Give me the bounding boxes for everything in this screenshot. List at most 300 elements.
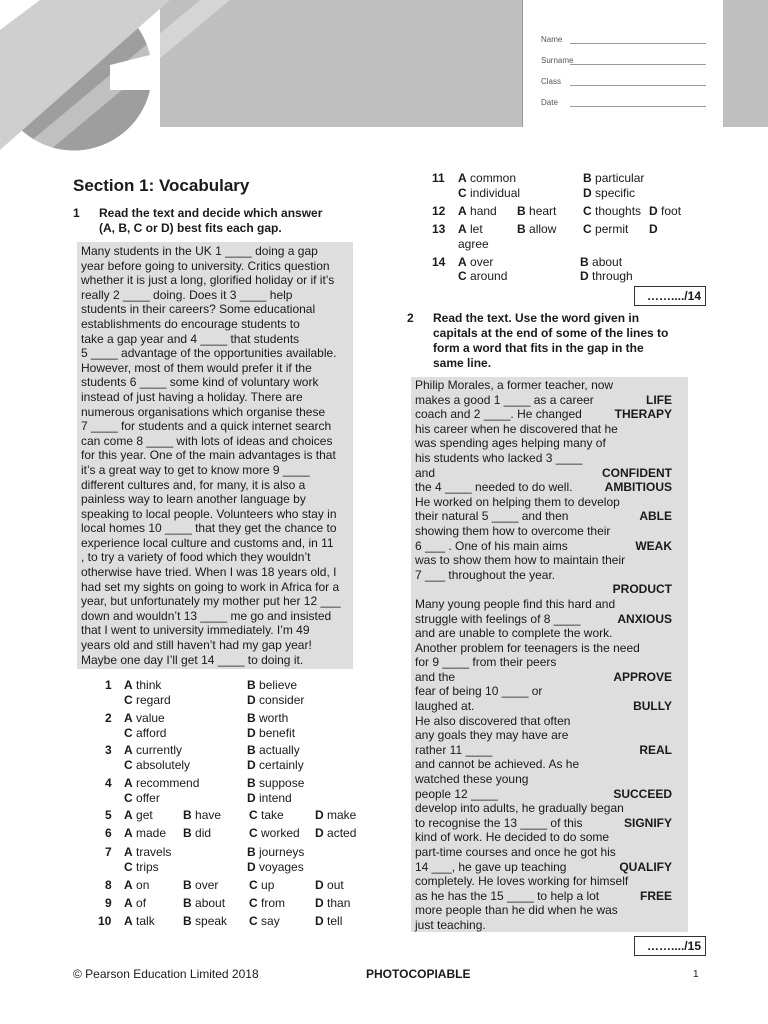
option-letter: D: [315, 914, 324, 928]
option-letter: B: [183, 878, 192, 892]
word-formation-line: [415, 436, 688, 451]
option-letter: B: [517, 204, 526, 218]
word-formation-line: [415, 684, 688, 699]
option-word: individual: [470, 186, 521, 200]
class-field[interactable]: [570, 85, 706, 86]
class-label: Class: [541, 77, 562, 86]
option-word: recommend: [136, 776, 200, 790]
option-word: make: [327, 808, 357, 822]
option-b[interactable]: [183, 914, 227, 928]
option-letter: D: [649, 222, 658, 236]
option-word: voyages: [259, 860, 304, 874]
option-a[interactable]: [124, 678, 161, 692]
task2-number: 2: [407, 311, 414, 325]
word-formation-line: [415, 860, 688, 875]
word-formation-keyword: QUALIFY: [619, 859, 672, 874]
word-formation-text: and cannot be achieved. As he: [415, 757, 580, 772]
option-d[interactable]: [583, 186, 635, 200]
option-a[interactable]: [124, 896, 146, 910]
option-c[interactable]: [124, 758, 190, 772]
task1-score-box[interactable]: ……..../14: [634, 286, 706, 306]
option-letter: C: [458, 186, 467, 200]
option-letter: C: [124, 758, 133, 772]
option-b[interactable]: [247, 845, 304, 859]
word-formation-keyword: PRODUCT: [612, 582, 672, 597]
word-formation-keyword: THERAPY: [614, 407, 672, 422]
word-formation-line: [415, 495, 688, 510]
option-b[interactable]: [247, 776, 304, 790]
option-letter: B: [247, 845, 256, 859]
option-letter: A: [458, 204, 467, 218]
option-a[interactable]: [124, 808, 153, 822]
task2-passage: [411, 377, 688, 932]
option-a[interactable]: [124, 711, 165, 725]
option-c[interactable]: [249, 878, 274, 892]
question-number: 2: [105, 711, 112, 725]
option-b[interactable]: [247, 711, 288, 725]
word-formation-line: [415, 641, 688, 656]
question-number: 4: [105, 776, 112, 790]
option-a[interactable]: [458, 171, 516, 185]
passage-line: local homes 10 ____ that they get the chance to: [81, 521, 337, 536]
option-letter: A: [124, 808, 133, 822]
word-formation-line: [415, 422, 688, 437]
word-formation-line: [415, 393, 688, 408]
option-b[interactable]: [247, 678, 297, 692]
copyright-text: © Pearson Education Limited 2018: [73, 967, 259, 981]
word-formation-line: [415, 612, 688, 627]
header-grey-tab: [723, 0, 768, 127]
option-b[interactable]: [517, 204, 556, 218]
option-word: than: [327, 896, 351, 910]
option-word: from: [261, 896, 286, 910]
option-word: worked: [261, 826, 300, 840]
word-formation-line: [415, 699, 688, 714]
surname-label: Surname: [541, 56, 574, 65]
option-b[interactable]: [183, 808, 221, 822]
option-a[interactable]: [124, 776, 199, 790]
word-formation-line: [415, 480, 688, 495]
option-word: allow: [529, 222, 557, 236]
word-formation-line: [415, 655, 688, 670]
option-a-continued: agree: [458, 237, 489, 251]
option-d[interactable]: [247, 791, 292, 805]
word-formation-text: struggle with feelings of 8 ____: [415, 611, 581, 626]
option-word: get: [136, 808, 153, 822]
option-letter: D: [247, 791, 256, 805]
option-letter: D: [247, 726, 256, 740]
option-c[interactable]: [249, 914, 280, 928]
word-formation-text: He also discovered that often: [415, 713, 571, 728]
option-d[interactable]: [315, 808, 356, 822]
passage-line: painless way to learn another language by: [81, 492, 306, 507]
option-letter: A: [124, 896, 133, 910]
option-letter: C: [249, 808, 258, 822]
word-formation-keyword: ANXIOUS: [617, 611, 672, 626]
passage-line: it’s a great way to get to know more 9 ____: [81, 462, 310, 477]
option-letter: C: [583, 222, 592, 236]
word-formation-text: part-time courses and once he got his: [415, 845, 616, 859]
option-c[interactable]: [249, 896, 285, 910]
option-d[interactable]: [247, 693, 304, 707]
word-formation-line: [415, 670, 688, 685]
surname-field[interactable]: [570, 64, 706, 65]
option-letter: C: [249, 878, 258, 892]
option-word: trips: [136, 860, 159, 874]
option-letter: C: [249, 914, 258, 928]
word-formation-line: [415, 524, 688, 539]
word-formation-keyword: LIFE: [646, 392, 672, 407]
option-word: foot: [661, 204, 682, 218]
option-letter: B: [183, 808, 192, 822]
word-formation-keyword: SIGNIFY: [623, 815, 672, 830]
option-word: about: [195, 896, 226, 910]
option-letter: B: [580, 255, 589, 269]
option-word: speak: [195, 914, 228, 928]
g-logo-graphic: [0, 0, 768, 152]
word-formation-text: fear of being 10 ____ or: [415, 684, 543, 699]
task2-score-box[interactable]: ……..../15: [634, 936, 706, 956]
passage-line: establishments do encourage students to: [81, 316, 300, 331]
passage-line: that I went to university immediately. I’m 49: [81, 623, 310, 638]
option-word: did: [195, 826, 212, 840]
option-letter: B: [183, 896, 192, 910]
option-b[interactable]: [583, 171, 644, 185]
task2-instruction: [433, 311, 668, 371]
option-a[interactable]: [124, 914, 155, 928]
option-word: hand: [470, 204, 497, 218]
passage-line: otherwise have tried. When I was 18 years old, I: [81, 565, 337, 580]
passage-line: speaking to local people. Volunteers who stay in: [81, 506, 337, 521]
option-c[interactable]: [458, 186, 520, 200]
word-formation-text: 6 ___ . One of his main aims: [415, 538, 568, 553]
word-formation-line: [415, 743, 688, 758]
word-formation-text: Many young people find this hard and: [415, 596, 616, 611]
question-number: 10: [98, 914, 112, 928]
word-formation-line: [415, 714, 688, 729]
option-d[interactable]: [649, 222, 658, 236]
task1-instruction-line: (A, B, C or D) best fits each gap.: [99, 221, 282, 235]
date-label: Date: [541, 98, 558, 107]
option-word: about: [592, 255, 623, 269]
word-formation-keyword: APPROVE: [613, 669, 672, 684]
task2-instruction-line: same line.: [433, 356, 492, 370]
word-formation-text: people 12 ____: [415, 786, 498, 801]
passage-line: really 2 ____ doing. Does it 3 ____ help: [81, 287, 293, 302]
word-formation-line: [415, 378, 688, 393]
word-formation-keyword: REAL: [639, 742, 672, 757]
option-word: journeys: [259, 845, 305, 859]
question-number: 8: [105, 878, 112, 892]
word-formation-text: and the: [415, 669, 456, 684]
option-d[interactable]: [315, 896, 350, 910]
word-formation-line: [415, 728, 688, 743]
option-a[interactable]: [124, 845, 171, 859]
word-formation-line: [415, 787, 688, 802]
option-word: consider: [259, 693, 305, 707]
option-c[interactable]: [124, 791, 160, 805]
option-a[interactable]: [124, 878, 149, 892]
photocopiable-label: PHOTOCOPIABLE: [366, 967, 471, 981]
passage-line: numerous organisations which organise these: [81, 404, 326, 419]
word-formation-text: kind of work. He decided to do some: [415, 830, 610, 845]
word-formation-text: more people than he did when he was: [415, 903, 618, 918]
option-letter: B: [183, 914, 192, 928]
task2-instruction-line: form a word that fits in the gap in the: [433, 341, 644, 355]
passage-line: whether it is just a long, glorified holiday or if it’s: [81, 273, 335, 288]
passage-line: take a gap year and 4 ____ that students: [81, 331, 300, 346]
option-c[interactable]: [124, 860, 159, 874]
word-formation-text: 7 ___ throughout the year.: [415, 567, 556, 582]
word-formation-keyword: SUCCEED: [613, 786, 672, 801]
option-letter: C: [124, 860, 133, 874]
option-word: over: [195, 878, 219, 892]
option-word: actually: [259, 743, 300, 757]
word-formation-keyword: BULLY: [633, 699, 672, 714]
word-formation-keyword: CONFIDENT: [602, 465, 672, 480]
word-formation-text: He worked on helping them to develop: [415, 494, 620, 509]
passage-line: instead of just having a holiday. There are: [81, 389, 303, 404]
option-word: suppose: [259, 776, 305, 790]
word-formation-line: [415, 874, 688, 889]
option-letter: D: [315, 826, 324, 840]
question-number: 11: [432, 171, 445, 185]
word-formation-text: and are unable to complete the work.: [415, 626, 613, 641]
word-formation-text: his career when he discovered that he: [415, 421, 618, 436]
option-letter: C: [124, 791, 133, 805]
option-c[interactable]: [583, 204, 641, 218]
passage-line: Maybe one day I’ll get 14 ____ to doing it.: [81, 652, 304, 667]
option-a[interactable]: [124, 743, 182, 757]
option-word: thoughts: [595, 204, 642, 218]
word-formation-text: and: [415, 465, 436, 480]
question-number: 14: [432, 255, 446, 269]
question-number: 12: [432, 204, 446, 218]
passage-line: students 6 ____ some kind of voluntary work: [81, 375, 319, 390]
passage-line: years old and still haven’t had my gap year!: [81, 638, 312, 653]
option-b[interactable]: [183, 896, 225, 910]
word-formation-line: [415, 918, 688, 933]
option-letter: B: [247, 743, 256, 757]
option-letter: A: [124, 878, 133, 892]
option-letter: C: [124, 693, 133, 707]
passage-line: year, but unfortunately my mother put her 12 ___: [81, 594, 341, 609]
header-grey-block: [160, 0, 522, 127]
task1-instruction: [99, 206, 322, 236]
word-formation-text: was to show them how to maintain their: [415, 553, 626, 568]
word-formation-line: [415, 597, 688, 612]
option-word: take: [261, 808, 284, 822]
option-a[interactable]: [458, 222, 483, 236]
task1-passage: [77, 242, 353, 669]
word-formation-keyword: ABLE: [639, 509, 672, 524]
word-formation-line: [415, 757, 688, 772]
option-word: offer: [136, 791, 160, 805]
option-letter: D: [247, 693, 256, 707]
option-letter: C: [458, 269, 467, 283]
option-d[interactable]: [315, 878, 344, 892]
date-field[interactable]: [570, 106, 706, 107]
option-d[interactable]: [580, 269, 633, 283]
word-formation-line: [415, 801, 688, 816]
option-c[interactable]: [124, 693, 171, 707]
option-word: on: [136, 878, 150, 892]
word-formation-line: [415, 451, 688, 466]
option-b[interactable]: [247, 743, 300, 757]
option-a[interactable]: [458, 255, 493, 269]
option-word: tell: [327, 914, 343, 928]
option-b[interactable]: [580, 255, 622, 269]
option-word: currently: [136, 743, 183, 757]
option-word: permit: [595, 222, 629, 236]
question-number: 7: [105, 845, 112, 859]
word-formation-line: [415, 539, 688, 554]
option-letter: D: [649, 204, 658, 218]
task2-instruction-line: Read the text. Use the word given in: [433, 311, 640, 325]
task1-number: 1: [73, 206, 80, 220]
task2-instruction-line: capitals at the end of some of the lines to: [433, 326, 669, 340]
option-letter: D: [247, 860, 256, 874]
page-number: 1: [693, 969, 699, 980]
option-word: over: [470, 255, 494, 269]
section-title: Section 1: Vocabulary: [73, 176, 250, 195]
passage-line: had set my sights on going to work in Africa for a: [81, 579, 340, 594]
option-c[interactable]: [583, 222, 628, 236]
word-formation-text: his students who lacked 3 ____: [415, 450, 583, 465]
word-formation-line: [415, 509, 688, 524]
word-formation-text: showing them how to overcome their: [415, 523, 611, 538]
option-letter: B: [583, 171, 592, 185]
option-d[interactable]: [247, 860, 304, 874]
question-number: 3: [105, 743, 112, 757]
option-c[interactable]: [124, 726, 166, 740]
passage-line: However, most of them would prefer it if the: [81, 360, 312, 375]
option-letter: A: [458, 255, 467, 269]
word-formation-line: [415, 889, 688, 904]
word-formation-text: any goals they may have are: [415, 728, 569, 743]
word-formation-text: just teaching.: [415, 917, 486, 932]
option-word: absolutely: [136, 758, 191, 772]
option-b[interactable]: [183, 878, 218, 892]
option-letter: A: [124, 776, 133, 790]
option-a[interactable]: [124, 826, 166, 840]
passage-line: 7 ____ for students and a quick internet search: [81, 419, 332, 434]
word-formation-line: [415, 568, 688, 583]
word-formation-text: as he has the 15 ____ to help a lot: [415, 888, 600, 903]
option-letter: C: [249, 826, 258, 840]
option-letter: A: [124, 711, 133, 725]
option-word: of: [136, 896, 147, 910]
word-formation-line: [415, 626, 688, 641]
option-word: afford: [136, 726, 167, 740]
option-word: certainly: [259, 758, 304, 772]
word-formation-line: [415, 466, 688, 481]
option-word: let: [470, 222, 483, 236]
option-letter: A: [124, 678, 133, 692]
word-formation-line: [415, 772, 688, 787]
word-formation-line: [415, 553, 688, 568]
word-formation-line: [415, 903, 688, 918]
option-word: say: [261, 914, 280, 928]
option-letter: B: [247, 678, 256, 692]
word-formation-line: [415, 582, 688, 597]
word-formation-text: 14 ___, he gave up teaching: [415, 859, 567, 874]
passage-line: for this year. One of the main advantages is that: [81, 448, 336, 463]
word-formation-text: Another problem for teenagers is the need: [415, 640, 640, 655]
option-a[interactable]: [458, 204, 497, 218]
option-d[interactable]: [247, 758, 304, 772]
option-letter: B: [517, 222, 526, 236]
option-word: have: [195, 808, 222, 822]
option-d[interactable]: [247, 726, 295, 740]
option-word: believe: [259, 678, 298, 692]
question-number: 5: [105, 808, 112, 822]
passage-line: , to try a variety of food which they wouldn’t: [81, 550, 311, 565]
word-formation-line: [415, 816, 688, 831]
word-formation-line: [415, 407, 688, 422]
word-formation-text: watched these young: [415, 772, 529, 787]
question-number: 13: [432, 222, 446, 236]
word-formation-text: completely. He loves working for himself: [415, 874, 629, 889]
option-letter: D: [315, 896, 324, 910]
option-letter: A: [458, 171, 467, 185]
option-letter: D: [247, 758, 256, 772]
option-letter: A: [458, 222, 467, 236]
option-word: out: [327, 878, 344, 892]
option-word: acted: [327, 826, 357, 840]
option-d[interactable]: [649, 204, 681, 218]
word-formation-keyword: WEAK: [635, 538, 672, 553]
option-letter: B: [247, 711, 256, 725]
option-c[interactable]: [458, 269, 507, 283]
word-formation-keyword: FREE: [639, 888, 672, 903]
option-word: talk: [136, 914, 155, 928]
option-letter: C: [124, 726, 133, 740]
option-c[interactable]: [249, 808, 284, 822]
word-formation-text: makes a good 1 ____ as a career: [415, 392, 594, 407]
option-d[interactable]: [315, 914, 342, 928]
option-b[interactable]: [517, 222, 556, 236]
option-word: up: [261, 878, 275, 892]
option-word: benefit: [259, 726, 296, 740]
option-word: through: [592, 269, 633, 283]
word-formation-text: Philip Morales, a former teacher, now: [415, 378, 614, 392]
word-formation-text: their natural 5 ____ and then: [415, 509, 569, 524]
option-word: specific: [595, 186, 636, 200]
passage-line: experience local culture and customs and, in 11: [81, 535, 334, 550]
passage-line: year before going to university. Critics question: [81, 258, 330, 273]
option-letter: D: [315, 808, 324, 822]
passage-line: 5 ____ advantage of the opportunities available.: [81, 346, 337, 361]
word-formation-line: [415, 845, 688, 860]
passage-line: students in their careers? Some educational: [81, 302, 316, 317]
word-formation-text: laughed at.: [415, 699, 475, 714]
word-formation-line: [415, 830, 688, 845]
question-number: 9: [105, 896, 112, 910]
option-c[interactable]: [249, 826, 300, 840]
option-letter: D: [580, 269, 589, 283]
task1-instruction-line: Read the text and decide which answer: [99, 206, 323, 220]
option-b[interactable]: [183, 826, 211, 840]
option-letter: A: [124, 845, 133, 859]
word-formation-text: develop into adults, he gradually began: [415, 801, 624, 816]
option-word: around: [470, 269, 508, 283]
option-d[interactable]: [315, 826, 356, 840]
word-formation-text: to recognise the 13 ____ of this: [415, 815, 583, 830]
option-letter: B: [183, 826, 192, 840]
passage-line: can come 8 ____ with lots of ideas and choices: [81, 433, 333, 448]
name-field[interactable]: [570, 43, 706, 44]
